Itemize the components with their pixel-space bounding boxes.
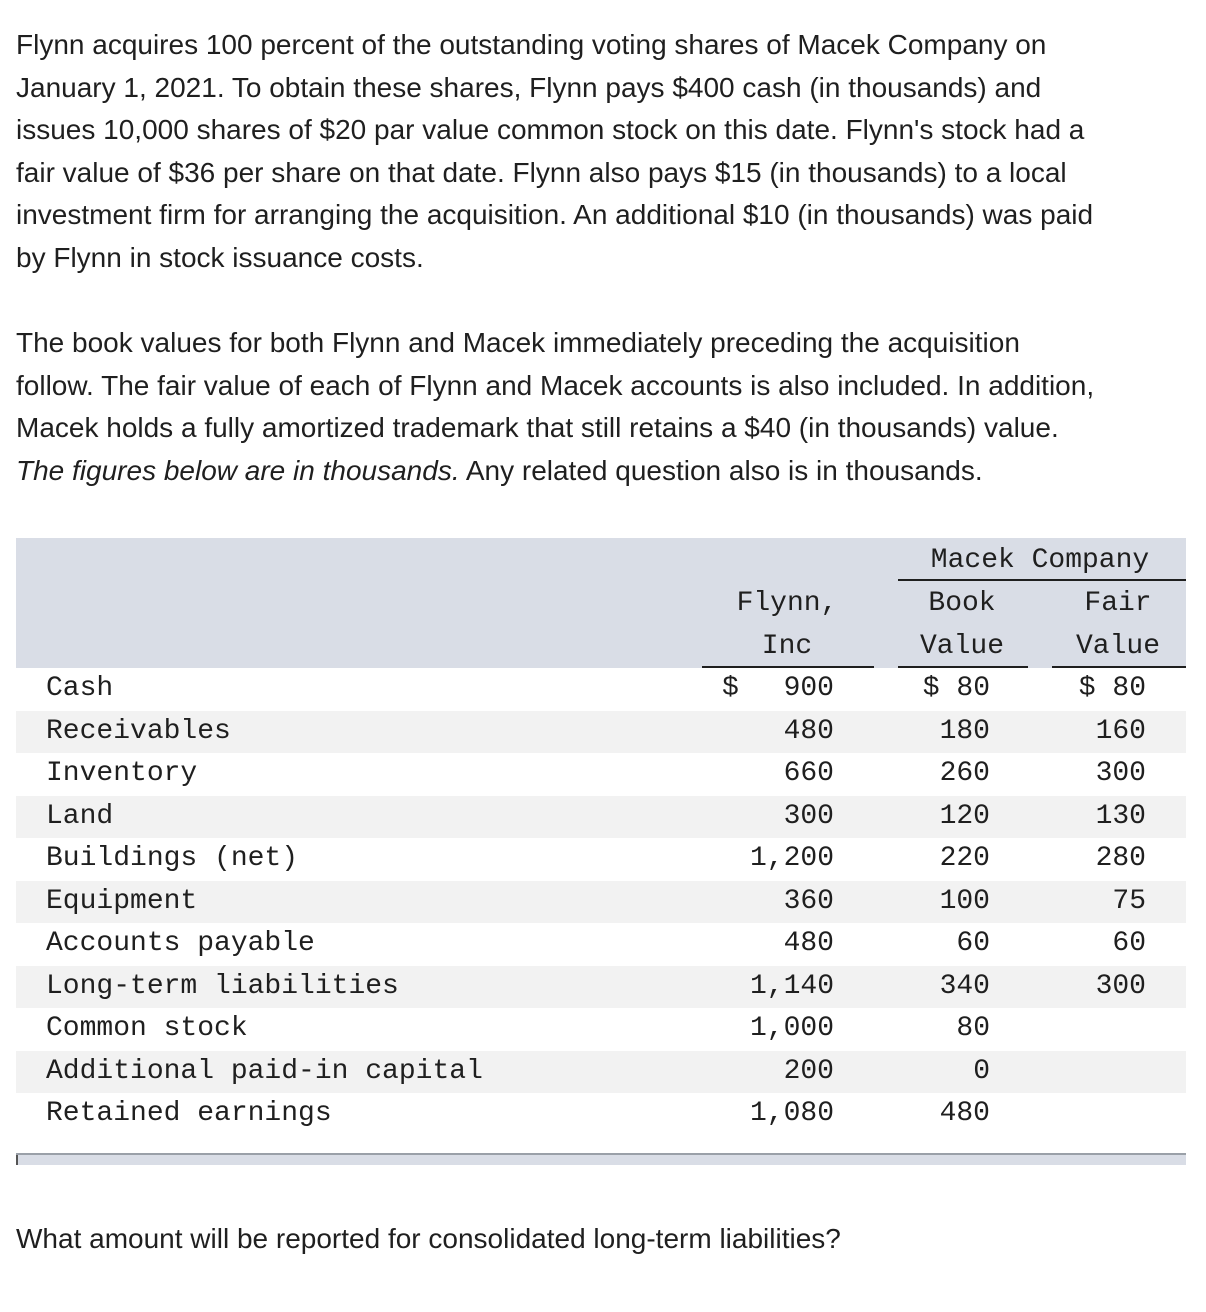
book-value: $ 80: [922, 673, 990, 704]
book-value: 340: [939, 970, 990, 1002]
book-value: 100: [939, 885, 990, 917]
flynn-value: 300: [783, 800, 834, 832]
question-text: What amount will be reported for consolidated long-term liabilities?: [16, 1223, 841, 1254]
row-label: Additional paid-in capital: [46, 1055, 483, 1087]
intro-line: Flynn acquires 100 percent of the outstanding voting shares of Macek Company on: [16, 29, 1047, 60]
intro-line: by Flynn in stock issuance costs.: [16, 241, 424, 273]
table-row: [16, 881, 1186, 924]
table-row: [16, 711, 1186, 754]
macek-company-header: Macek Company: [930, 545, 1150, 576]
table-row: [16, 1051, 1186, 1094]
intro-line: issues 10,000 shares of $20 par value common stock on this date. Flynn's stock had a: [16, 114, 1085, 145]
book-values-line: Macek holds a fully amortized trademark that still retains a $40 (in thousands) value.: [16, 412, 1059, 443]
flynn-value: 1,140: [749, 970, 834, 1002]
row-label: Long-term liabilities: [46, 970, 399, 1002]
book-value: 180: [939, 715, 990, 747]
row-label: Equipment: [46, 885, 198, 917]
fair-value: 130: [1095, 800, 1146, 832]
table-row: [16, 923, 1186, 966]
table-row: [16, 668, 1186, 711]
fair-value: $ 80: [1078, 673, 1146, 704]
book-values-line: follow. The fair value of each of Flynn and Macek accounts is also included. In addition,: [16, 369, 1095, 401]
flynn-value: 360: [783, 885, 834, 917]
table-header: [16, 538, 1186, 668]
book-value: 260: [939, 758, 990, 789]
dollar-sign: $: [722, 673, 739, 704]
flynn-header-line2: Inc: [761, 631, 813, 662]
flynn-value: 200: [783, 1055, 834, 1087]
table-row: [16, 753, 1186, 796]
row-label: Inventory: [46, 758, 198, 789]
flynn-value: 480: [783, 928, 834, 959]
fair-value: 160: [1095, 715, 1146, 747]
row-label: Buildings (net): [46, 843, 299, 874]
intro-line: investment firm for arranging the acquisition. An additional $10 (in thousands) was paid: [16, 199, 1094, 230]
fair-value: 300: [1095, 970, 1146, 1002]
book-values-paragraph: [16, 322, 1206, 492]
note-rest: Any related question also is in thousands.: [459, 454, 983, 486]
fair-value-header-line2: Value: [1075, 631, 1160, 662]
table-footer-bar: [16, 1153, 1186, 1165]
row-label: Land: [46, 800, 114, 832]
flynn-value: 1,080: [749, 1098, 834, 1129]
fair-value: 280: [1095, 843, 1146, 874]
book-value: 60: [956, 928, 990, 959]
table-footer-tick: [16, 1155, 18, 1165]
flynn-value: 1,200: [749, 843, 834, 874]
macek-header-underline: [898, 579, 1186, 581]
book-value: 80: [956, 1013, 990, 1044]
table-row: [16, 966, 1186, 1009]
book-value-header-line2: Value: [919, 631, 1004, 662]
table-row: [16, 796, 1186, 839]
row-label: Retained earnings: [46, 1098, 332, 1129]
book-value: 0: [973, 1055, 990, 1087]
intro-line: fair value of $36 per share on that date. Flynn also pays $15 (in thousands) to a local: [16, 156, 1067, 188]
book-value: 220: [939, 843, 990, 874]
row-label: Cash: [46, 673, 114, 704]
book-values-note: [16, 450, 1206, 493]
row-label: Receivables: [46, 715, 231, 747]
flynn-header-line1: Flynn,: [736, 588, 838, 619]
flynn-value: 1,000: [749, 1013, 834, 1044]
fair-value-header-line1: Fair: [1084, 588, 1152, 619]
book-values-line: The book values for both Flynn and Macek immediately preceding the acquisition: [16, 327, 1020, 358]
intro-line: January 1, 2021. To obtain these shares, Flynn pays $400 cash (in thousands) and: [16, 71, 1042, 103]
table-row: [16, 1093, 1186, 1136]
fair-value: 60: [1112, 928, 1146, 959]
table-row: [16, 838, 1186, 881]
book-value-header-line1: Book: [928, 588, 996, 619]
table-row: [16, 1008, 1186, 1051]
row-label: Accounts payable: [46, 928, 315, 959]
book-value: 480: [939, 1098, 990, 1129]
fair-value: 300: [1095, 758, 1146, 789]
italic-note: The figures below are in thousands.: [16, 454, 460, 486]
fair-value: 75: [1112, 885, 1146, 917]
row-label: Common stock: [46, 1013, 248, 1044]
flynn-value: 480: [783, 715, 834, 747]
intro-paragraph: [16, 24, 1206, 279]
flynn-value: 660: [783, 758, 834, 789]
book-value: 120: [939, 800, 990, 832]
flynn-value: 900: [783, 673, 834, 704]
